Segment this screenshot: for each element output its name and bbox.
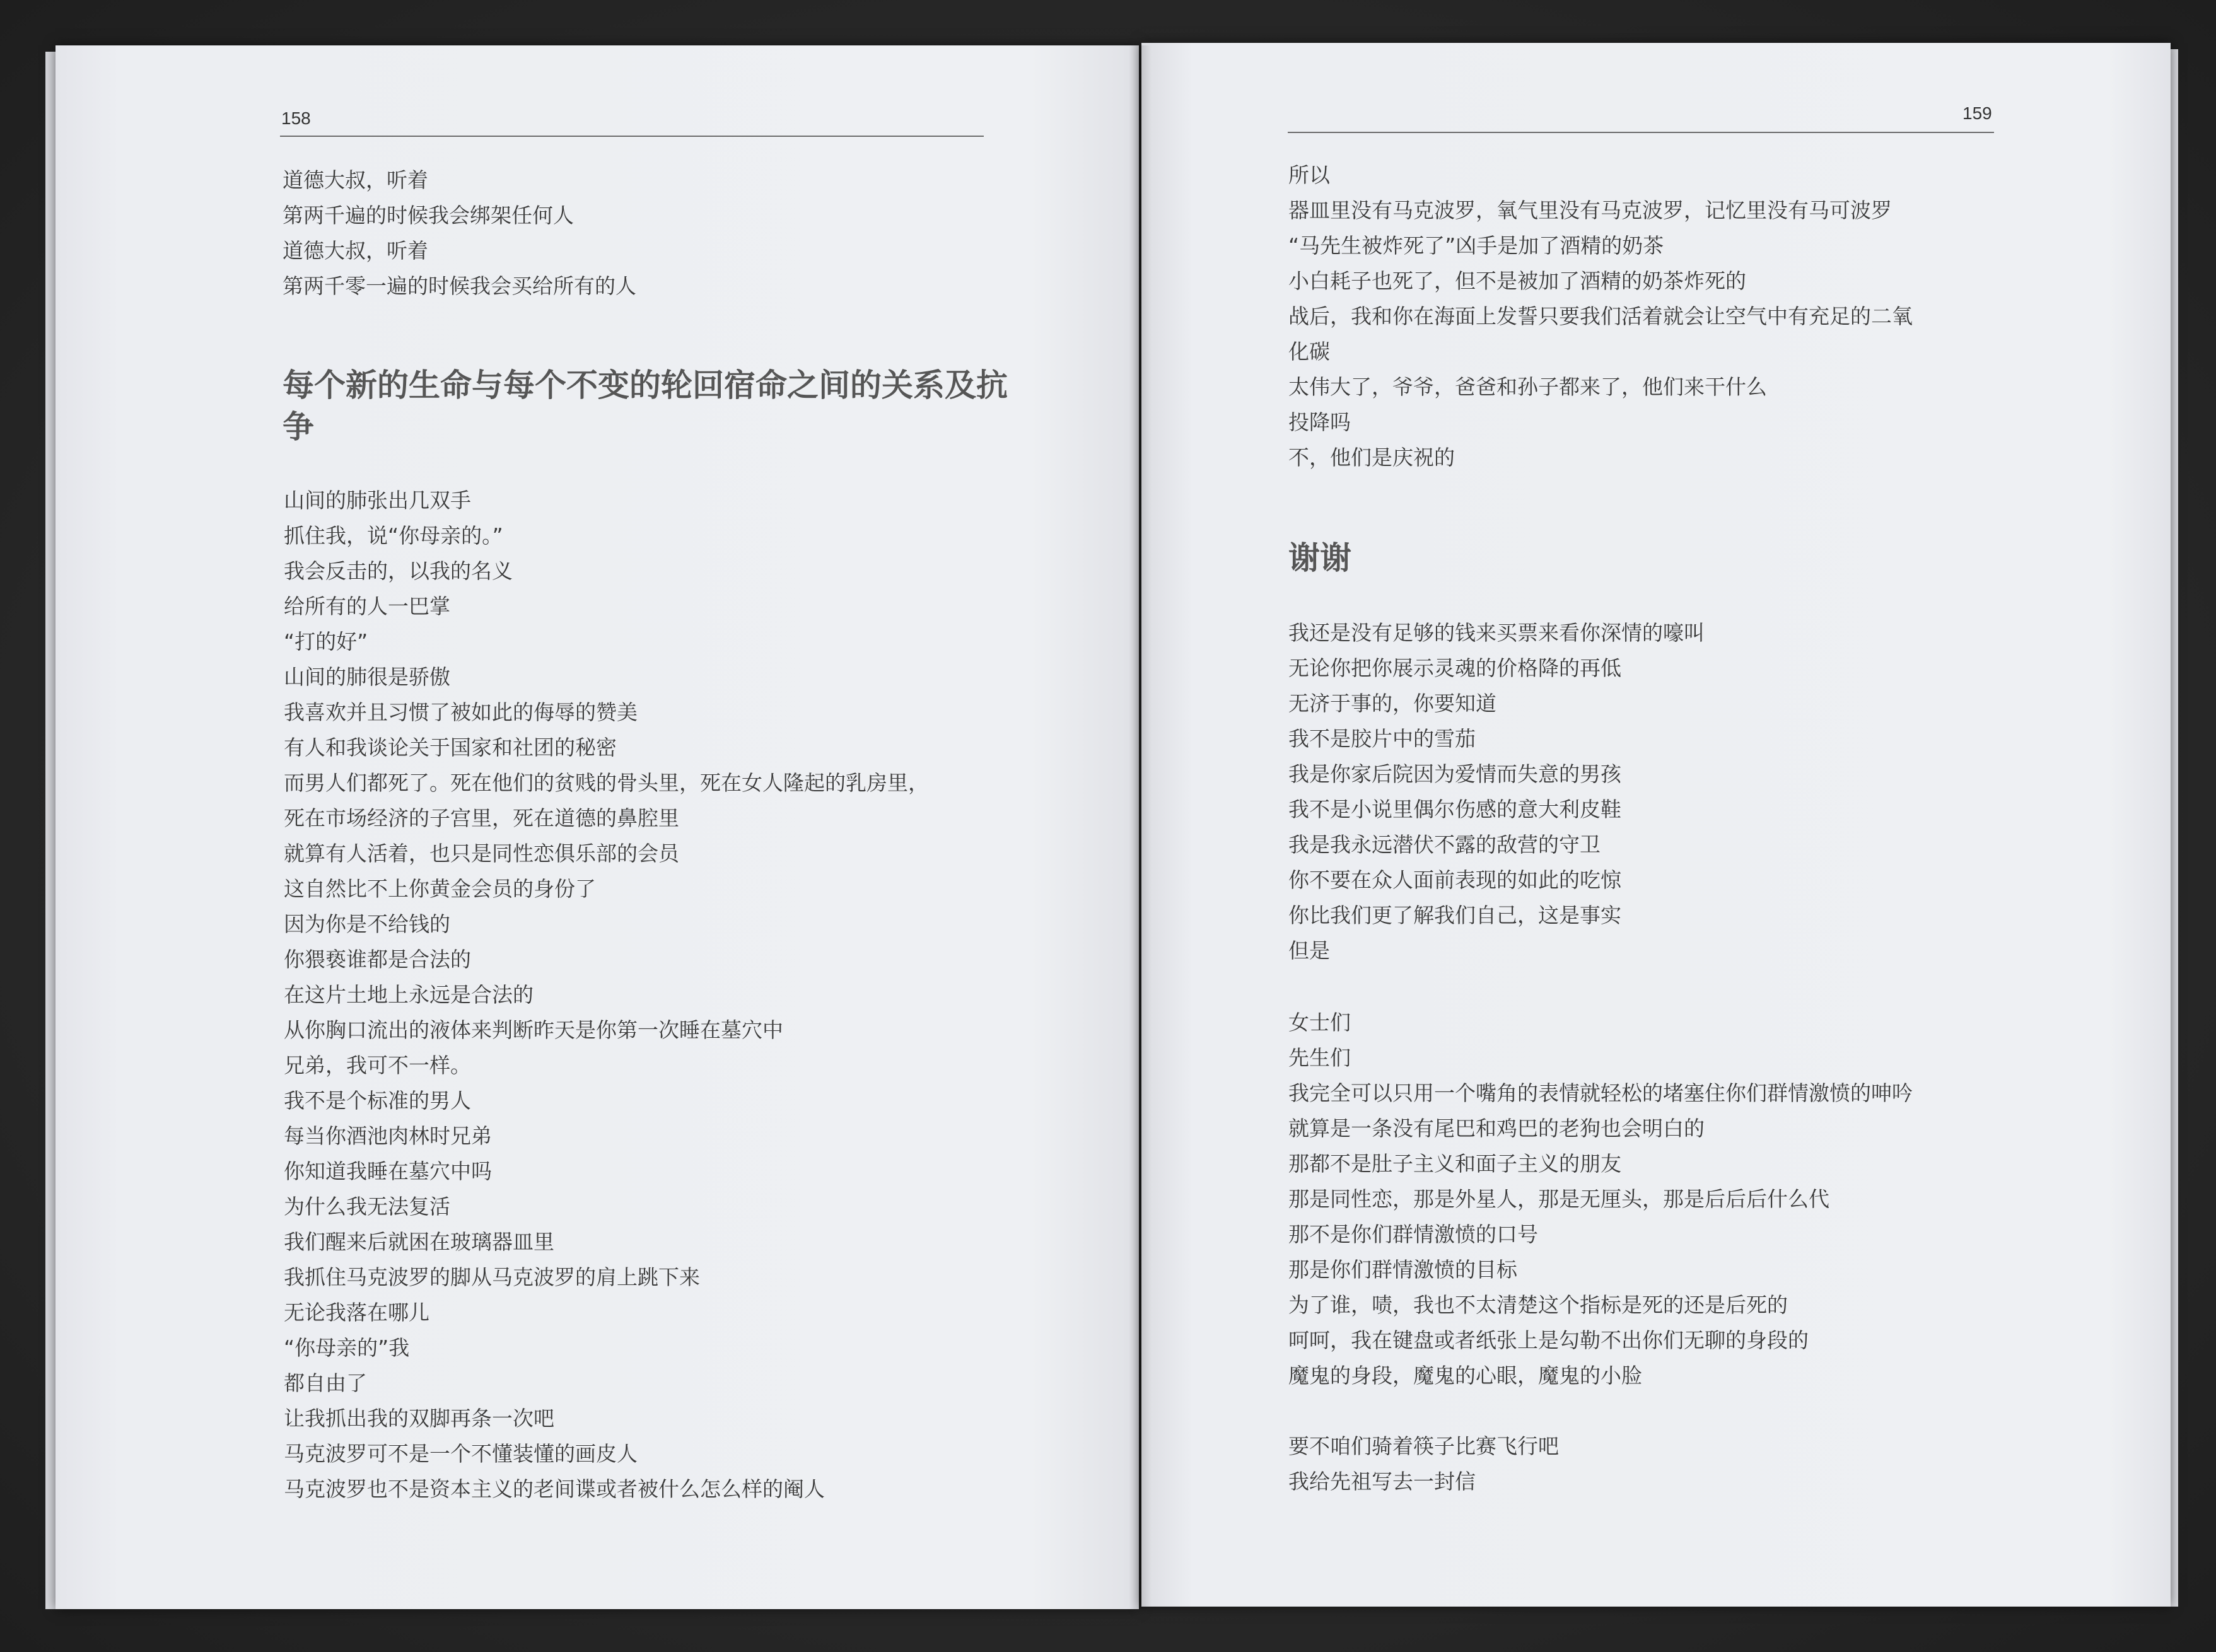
poem-line: 我不是个标准的男人 (284, 1088, 471, 1113)
right-page-stack-edge (2169, 49, 2178, 1607)
poem-line: 为了谁，啧，我也不太清楚这个指标是死的还是后死的 (1288, 1293, 1788, 1317)
poem-line: 我是你家后院因为爱情而失意的男孩 (1288, 762, 1621, 786)
poem-line: 马克波罗也不是资本主义的老间谍或者被什么怎么样的阉人 (284, 1477, 825, 1501)
poem-line: 给所有的人一巴掌 (284, 594, 450, 619)
poem-line: 就算有人活着，也只是同性恋俱乐部的会员 (284, 841, 679, 866)
poem-line: 战后，我和你在海面上发誓只要我们活着就会让空气中有充足的二氧 (1288, 304, 1913, 329)
left-intro-stanza (283, 163, 636, 304)
poem-line: 无论你把你展示灵魂的价格降的再低 (1288, 656, 1621, 680)
poem-line: 我们醒来后就困在玻璃器皿里 (284, 1230, 554, 1254)
book-gutter (1129, 45, 1152, 1609)
poem-line: 死在市场经济的子宫里，死在道德的鼻腔里 (284, 806, 679, 830)
poem-line: 化碳 (1288, 339, 1330, 364)
poem-line: 因为你是不给钱的 (284, 912, 450, 936)
poem-line: 让我抓出我的双脚再条一次吧 (284, 1406, 554, 1431)
poem-line: 道德大叔，听着 (283, 168, 428, 192)
poem-line: 抓住我，说“你母亲的。” (284, 523, 503, 548)
right-stanza-2 (1288, 1005, 1913, 1393)
right-header-rule (1288, 132, 1994, 133)
poem-line: 我会反击的，以我的名义 (284, 559, 513, 583)
poem-line: 太伟大了，爷爷，爸爸和孙子都来了，他们来干什么 (1288, 375, 1767, 399)
poem-line: 呵呵，我在键盘或者纸张上是勾勒不出你们无聊的身段的 (1288, 1328, 1809, 1352)
poem-line: 无论我落在哪儿 (284, 1300, 429, 1325)
poem-line: “打的好” (284, 629, 368, 654)
poem-line: 你猥亵谁都是合法的 (284, 947, 471, 972)
poem-line: “你母亲的”我 (284, 1335, 410, 1360)
poem-line: 为什么我无法复活 (284, 1194, 450, 1219)
poem-line: 在这片土地上永远是合法的 (284, 982, 534, 1007)
poem-line: 每当你酒池肉林时兄弟 (284, 1124, 492, 1148)
poem-line: 所以 (1288, 163, 1330, 187)
poem-line: 那是同性恋，那是外星人，那是无厘头，那是后后后什么代 (1288, 1187, 1829, 1211)
right-page-number: 159 (1962, 103, 1992, 123)
poem-line: 而男人们都死了。死在他们的贫贱的骨头里，死在女人隆起的乳房里， (284, 771, 929, 795)
poem-line: 我不是小说里偶尔伤感的意大利皮鞋 (1288, 797, 1621, 822)
poem-line: “马先生被炸死了”凶手是加了酒精的奶茶 (1288, 233, 1664, 258)
poem-line: 你比我们更了解我们自己，这是事实 (1288, 903, 1621, 928)
poem-line: 我喜欢并且习惯了被如此的侮辱的赞美 (284, 700, 638, 724)
poem-line: 第两千遍的时候我会绑架任何人 (283, 203, 574, 228)
poem-line: 山间的肺张出几双手 (284, 488, 471, 513)
poem-line: 不，他们是庆祝的 (1288, 445, 1455, 470)
poem-line: 小白耗子也死了，但不是被加了酒精的奶茶炸死的 (1288, 269, 1746, 293)
right-section-title: 谢谢 (1288, 540, 1351, 576)
poem-line: 我给先祖写去一封信 (1288, 1469, 1476, 1494)
poem-line: 我完全可以只用一个嘴角的表情就轻松的堵塞住你们群情激愤的呻吟 (1288, 1081, 1913, 1105)
poem-line: 魔鬼的身段，魔鬼的心眼，魔鬼的小脸 (1288, 1363, 1642, 1388)
poem-line: 要不咱们骑着筷子比赛飞行吧 (1288, 1434, 1559, 1458)
right-stanza-1 (1288, 615, 1705, 969)
right-stanza-3 (1288, 1429, 1559, 1499)
poem-line: 但是 (1288, 938, 1330, 963)
poem-line: 那不是你们群情激愤的口号 (1288, 1222, 1538, 1247)
poem-line: 马克波罗可不是一个不懂装懂的画皮人 (284, 1441, 638, 1466)
poem-line: 投降吗 (1288, 410, 1351, 434)
poem-line: 你知道我睡在墓穴中吗 (284, 1159, 492, 1184)
poem-line: 道德大叔，听着 (283, 238, 428, 263)
poem-line: 从你胸口流出的液体来判断昨天是你第一次睡在墓穴中 (284, 1018, 783, 1042)
poem-line: 山间的肺很是骄傲 (284, 665, 450, 689)
poem-line: 这自然比不上你黄金会员的身份了 (284, 876, 596, 901)
poem-line: 无济于事的，你要知道 (1288, 691, 1496, 716)
left-poem-body (284, 483, 929, 1507)
left-section-title: 每个新的生命与每个不变的轮回宿命之间的关系及抗争 (283, 367, 1008, 445)
poem-line: 第两千零一遍的时候我会买给所有的人 (283, 274, 636, 298)
poem-line: 你不要在众人面前表现的如此的吃惊 (1288, 868, 1621, 892)
poem-line: 我不是胶片中的雪茄 (1288, 726, 1476, 751)
poem-line: 都自由了 (284, 1371, 367, 1395)
left-page-number: 158 (281, 108, 311, 128)
poem-line: 就算是一条没有尾巴和鸡巴的老狗也会明白的 (1288, 1116, 1705, 1141)
poem-line: 器皿里没有马克波罗，氧气里没有马克波罗，记忆里没有马可波罗 (1288, 198, 1892, 223)
poem-line: 那都不是肚子主义和面子主义的朋友 (1288, 1151, 1621, 1176)
poem-line: 我抓住马克波罗的脚从马克波罗的肩上跳下来 (284, 1265, 700, 1289)
poem-line: 兄弟，我可不一样。 (284, 1053, 471, 1078)
left-header-rule (280, 136, 984, 137)
poem-line: 有人和我谈论关于国家和社团的秘密 (284, 735, 617, 760)
poem-line: 那是你们群情激愤的目标 (1288, 1257, 1517, 1282)
poem-line: 先生们 (1288, 1045, 1351, 1070)
poem-line: 女士们 (1288, 1010, 1351, 1035)
poem-line: 我是我永远潜伏不露的敌营的守卫 (1288, 832, 1601, 857)
poem-line: 我还是没有足够的钱来买票来看你深情的嚎叫 (1288, 620, 1705, 645)
right-intro-stanza (1288, 158, 1913, 475)
